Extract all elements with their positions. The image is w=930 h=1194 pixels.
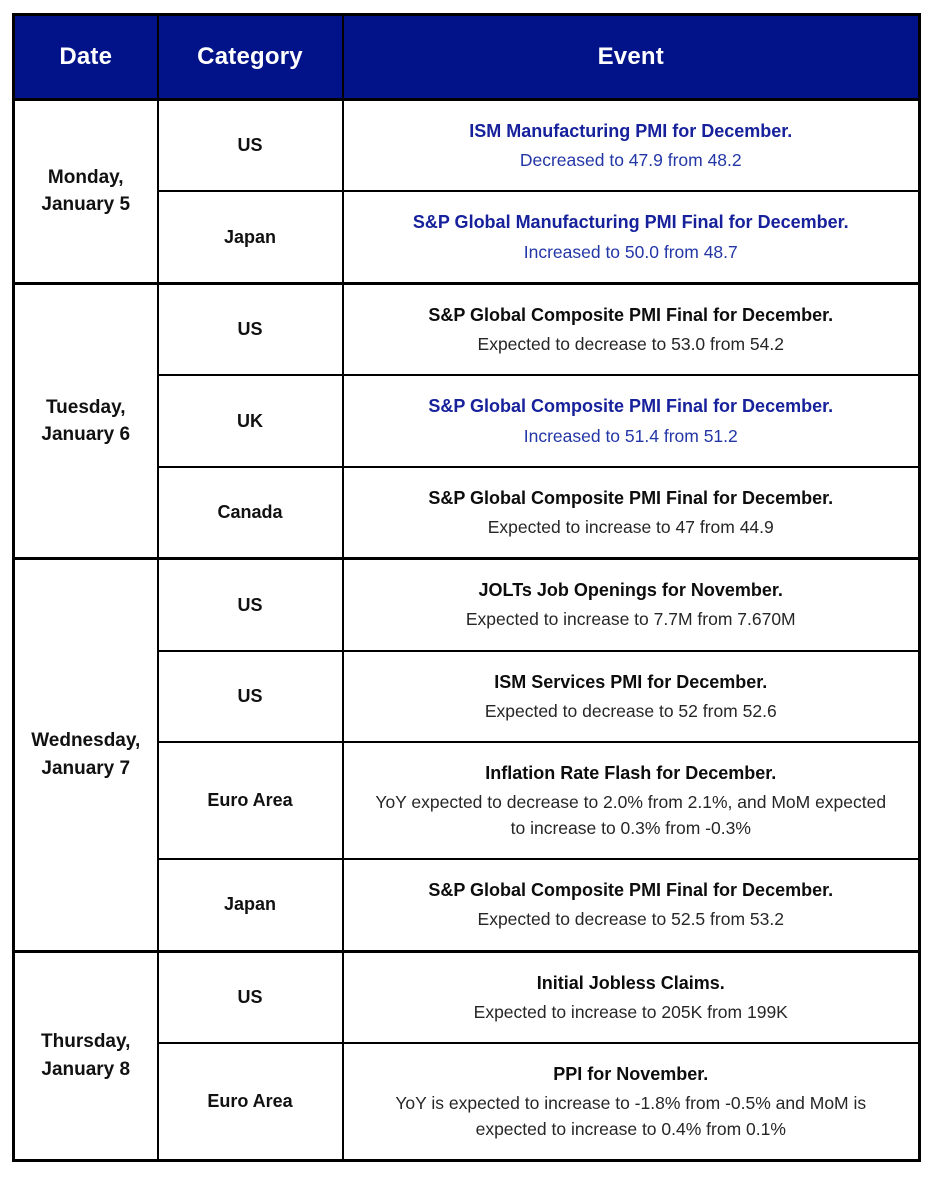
event-cell (343, 100, 920, 192)
event-cell (343, 859, 920, 951)
date-cell (14, 559, 158, 951)
event-cell (343, 191, 920, 283)
header-row (14, 15, 920, 100)
date-cell (14, 283, 158, 558)
event-detail: Expected to decrease to 52.5 from 53.2 (477, 909, 784, 930)
date-line: Wednesday, (31, 730, 141, 752)
category-cell: US (158, 283, 343, 375)
date-line: Tuesday, (45, 396, 126, 418)
category-cell: Euro Area (158, 1043, 343, 1160)
event-cell (343, 951, 920, 1043)
event-detail: Expected to increase to 205K from 199K (473, 1001, 788, 1022)
event-title: S&P Global Composite PMI Final for December. (428, 304, 834, 325)
event-detail: YoY expected to decrease to 2.0% from 2.1%, and MoM expected to increase to 0.3% from -0.3% (375, 792, 887, 838)
event-cell (343, 742, 920, 859)
column-header-category: Category (158, 15, 343, 100)
date-cell (14, 100, 158, 284)
date-cell (14, 951, 158, 1160)
economic-calendar-table (12, 13, 921, 1162)
event-detail: Increased to 50.0 from 48.7 (523, 241, 738, 262)
category-cell: US (158, 651, 343, 742)
category-cell: US (158, 559, 343, 651)
category-cell: Canada (158, 467, 343, 559)
event-title: S&P Global Manufacturing PMI Final for December. (412, 212, 849, 233)
event-row (14, 100, 920, 192)
event-title: S&P Global Composite PMI Final for December. (428, 880, 834, 901)
date-line: January 6 (41, 424, 131, 446)
category-cell: UK (158, 375, 343, 466)
event-row (14, 283, 920, 375)
event-detail: YoY is expected to increase to -1.8% from -0.5% and MoM is expected to increase to 0.4% from 0.1% (395, 1093, 867, 1139)
event-detail: Expected to decrease to 52 from 52.6 (484, 700, 777, 721)
date-line: January 8 (41, 1058, 131, 1080)
category-cell: US (158, 951, 343, 1043)
event-title: Initial Jobless Claims. (536, 972, 725, 993)
event-title: ISM Services PMI for December. (494, 671, 768, 692)
category-cell: Japan (158, 191, 343, 283)
date-line: January 5 (41, 194, 131, 216)
event-title: Inflation Rate Flash for December. (485, 763, 777, 784)
column-header-event: Event (343, 15, 920, 100)
event-cell (343, 559, 920, 651)
event-detail: Expected to decrease to 53.0 from 54.2 (477, 334, 784, 355)
category-cell: US (158, 100, 343, 192)
event-title: PPI for November. (553, 1064, 709, 1085)
event-cell (343, 1043, 920, 1160)
event-detail: Expected to increase to 47 from 44.9 (487, 516, 774, 537)
event-detail: Expected to increase to 7.7M from 7.670M (465, 609, 796, 630)
category-cell: Japan (158, 859, 343, 951)
event-row (14, 559, 920, 651)
date-line: Monday, (47, 166, 124, 188)
date-line: January 7 (41, 757, 131, 779)
event-row (14, 951, 920, 1043)
column-header-date: Date (14, 15, 158, 100)
date-line: Thursday, (41, 1031, 131, 1053)
event-detail: Decreased to 47.9 from 48.2 (519, 150, 742, 171)
category-cell: Euro Area (158, 742, 343, 859)
event-title: S&P Global Composite PMI Final for December. (428, 487, 834, 508)
event-cell (343, 651, 920, 742)
event-title: S&P Global Composite PMI Final for December. (428, 396, 834, 417)
event-cell (343, 467, 920, 559)
event-detail: Increased to 51.4 from 51.2 (523, 425, 738, 446)
event-title: JOLTs Job Openings for November. (478, 580, 783, 601)
event-cell (343, 375, 920, 466)
event-title: ISM Manufacturing PMI for December. (469, 121, 793, 141)
event-cell (343, 283, 920, 375)
